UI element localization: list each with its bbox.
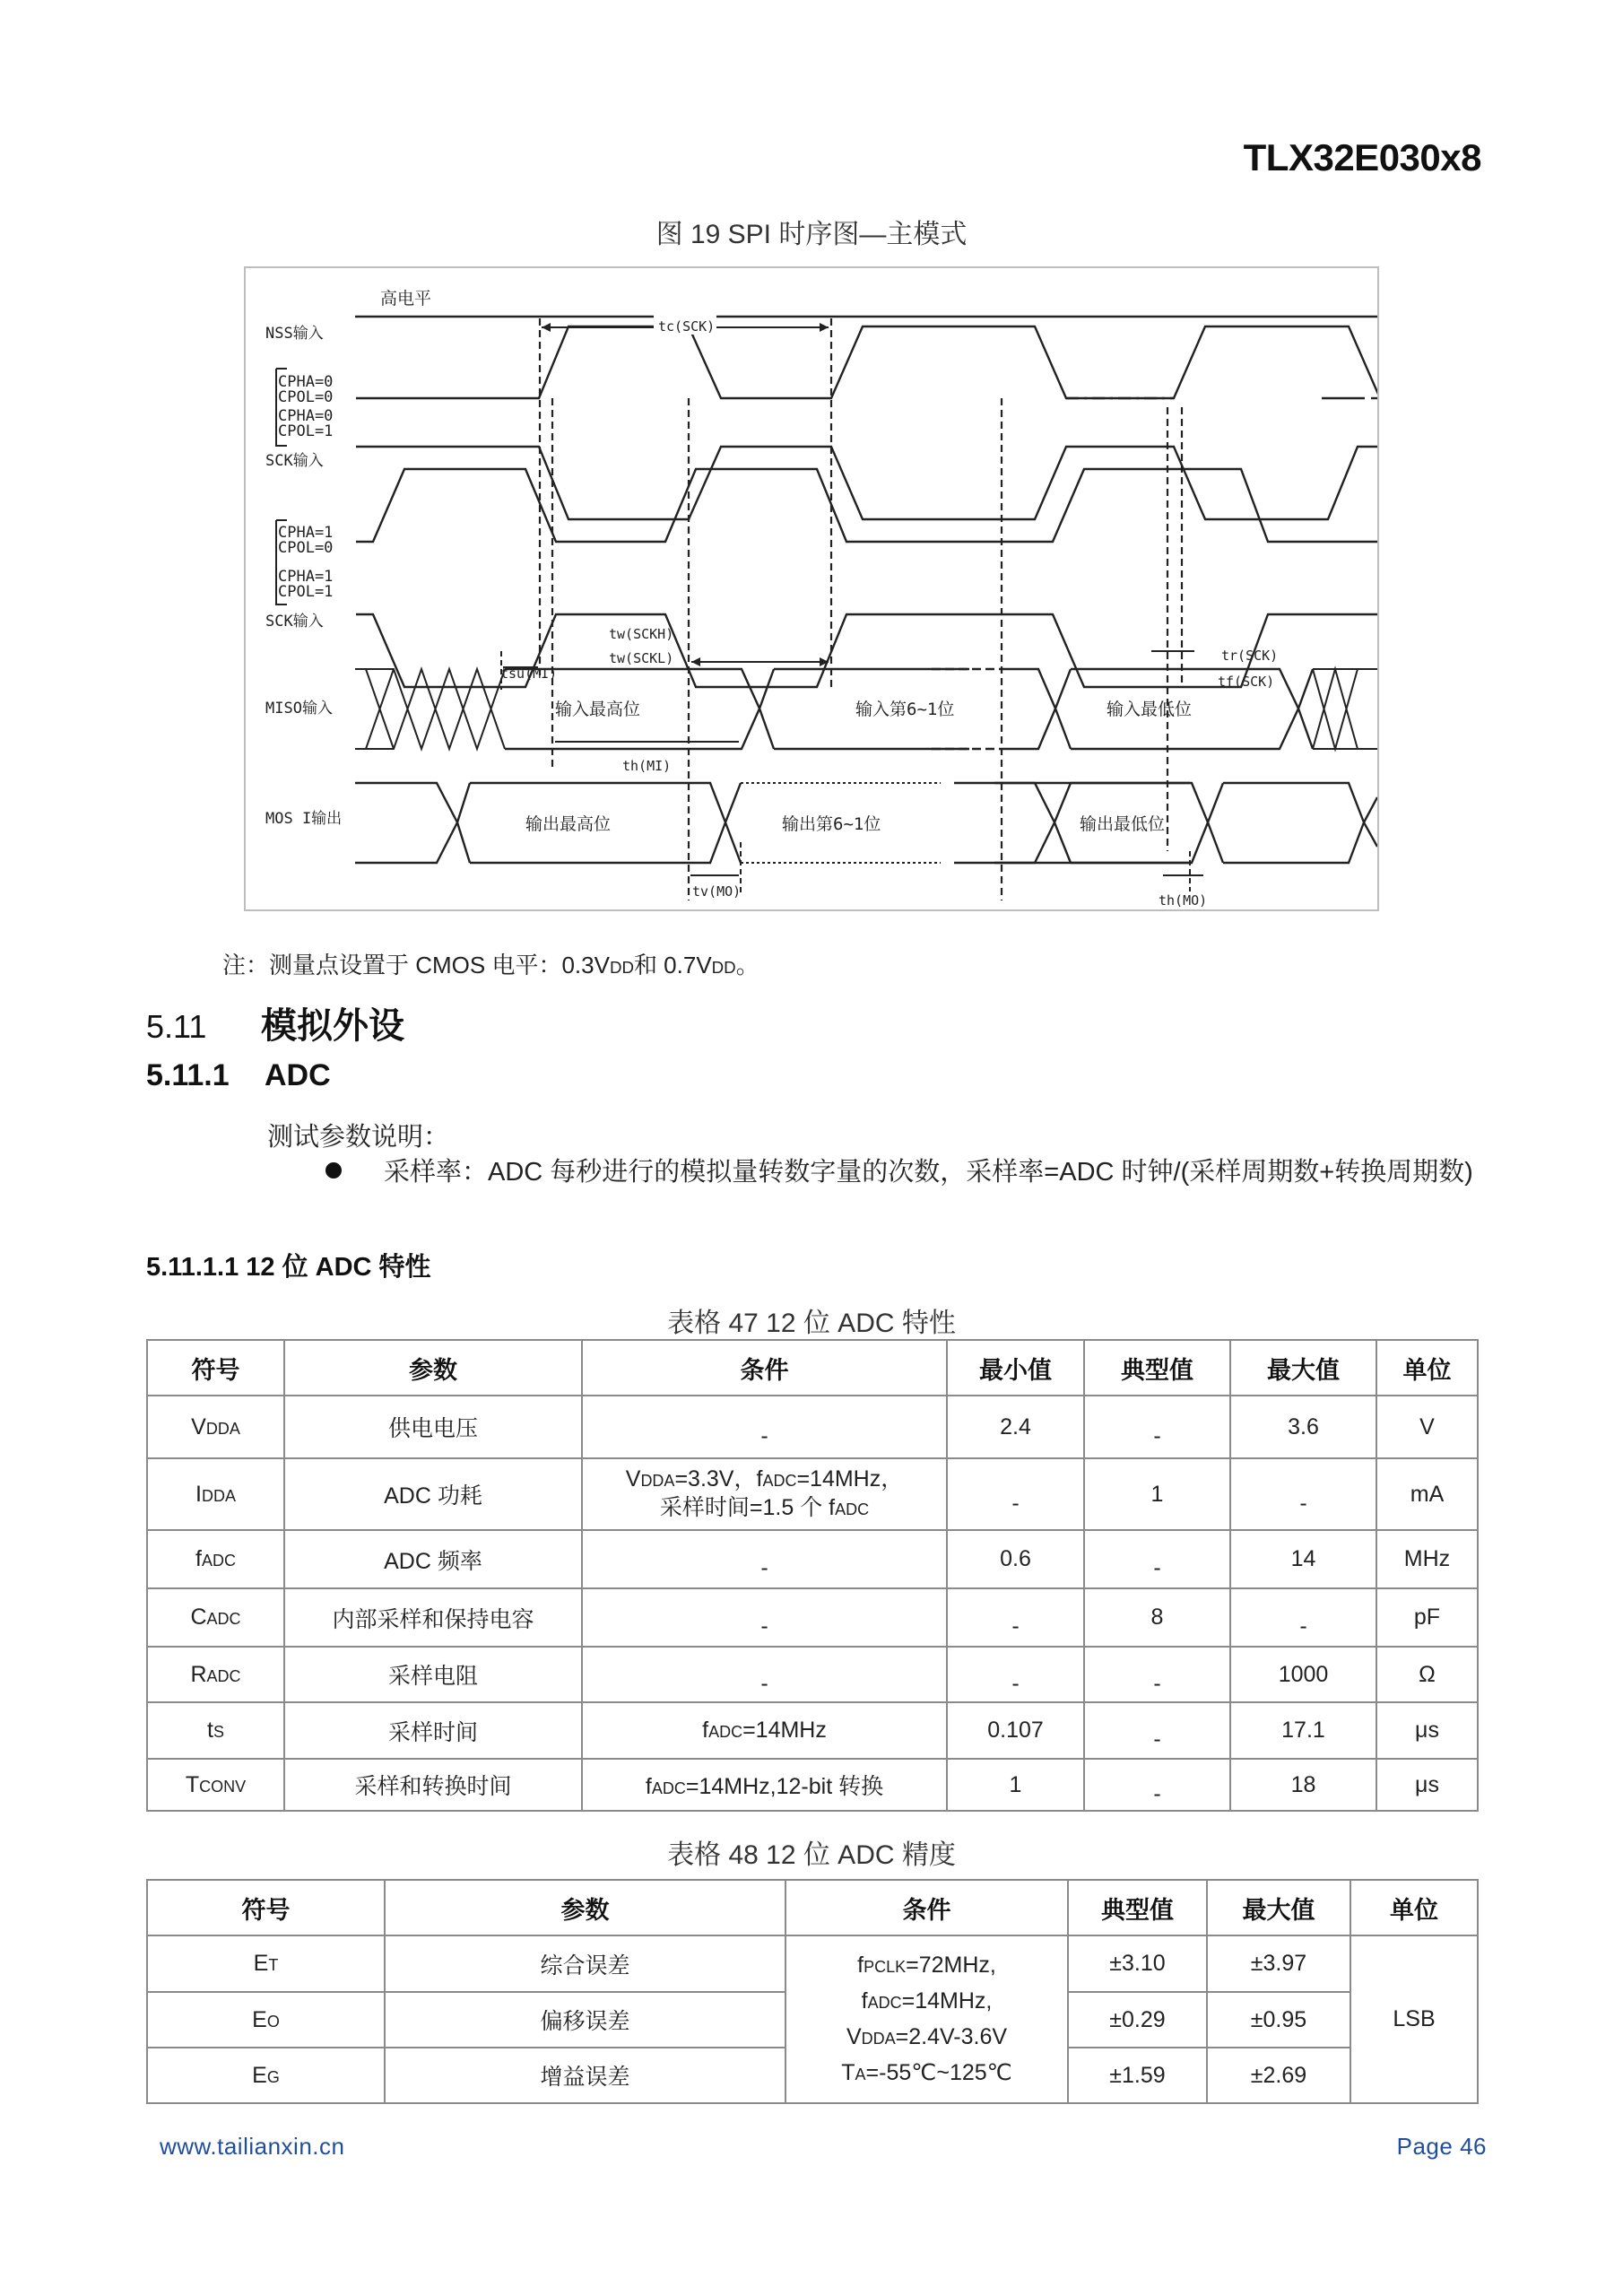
cell-text: -	[1153, 1780, 1161, 1806]
unit-cell: μs	[1376, 1702, 1478, 1759]
typ-cell	[1084, 1702, 1230, 1759]
cell-text: f	[702, 1718, 709, 1743]
symbol-cell	[147, 1588, 284, 1647]
table-header-row	[147, 1880, 1478, 1935]
max-cell: ±0.95	[1207, 1992, 1350, 2048]
cell-text: T	[841, 2059, 855, 2085]
header-typ: 典型值	[1068, 1880, 1207, 1935]
cpha1-cpol0-label-a: CPHA=1	[278, 524, 334, 542]
symbol-cell	[147, 1458, 284, 1530]
footer-page-number: Page 46	[1396, 2133, 1487, 2160]
cell-text: -	[1153, 1726, 1161, 1752]
cell-text: V	[191, 1413, 206, 1439]
header-parameter: 参数	[385, 1880, 785, 1935]
note-prefix: 注：测量点设置于 CMOS 电平：0.3V	[222, 952, 610, 978]
cell-text: =72MHz,	[906, 1952, 996, 1978]
cell-text: =14MHz,12-bit 转换	[685, 1774, 884, 1799]
typ-cell	[1084, 1759, 1230, 1811]
condition-cell	[582, 1647, 947, 1702]
header-max: 最大值	[1207, 1880, 1350, 1935]
min-cell: 2.4	[947, 1396, 1084, 1458]
cell-text: -	[760, 1422, 768, 1448]
th-mo-label: th(MO)	[1159, 892, 1208, 909]
symbol-cell	[147, 1992, 385, 2048]
sampling-rate-bullet: 采样率：ADC 每秒进行的模拟量转数字量的次数，采样率=ADC 时钟/(采样周期数+转换周期数)	[384, 1158, 1473, 1187]
sck-cpha0-cpol0-waveform	[356, 326, 1377, 398]
table-row	[147, 1396, 1478, 1458]
min-cell: 0.6	[947, 1530, 1084, 1588]
miso-lsb-label: 输入最低位	[1107, 700, 1193, 719]
note-sub-1: DD	[609, 958, 634, 977]
cell-text: =14MHz,	[901, 1987, 993, 2013]
tr-sck-label: tr(SCK)	[1221, 648, 1279, 664]
subscript-text: PCLK	[864, 1957, 907, 1976]
typ-cell	[1084, 1396, 1230, 1458]
cell-text: =3.3V，f	[674, 1466, 763, 1492]
symbol-cell	[147, 1702, 284, 1759]
cell-text: 采样时间=1.5 个 f	[659, 1495, 836, 1520]
header-unit: 单位	[1376, 1340, 1478, 1396]
parameter-cell: 采样电阻	[284, 1647, 582, 1702]
symbol-cell	[147, 2048, 385, 2103]
mosi-mid-label: 输出第6~1位	[782, 814, 881, 834]
cell-text: -	[1011, 1490, 1020, 1516]
header-max: 最大值	[1230, 1340, 1376, 1396]
min-cell: 0.107	[947, 1702, 1084, 1759]
cell-text: -	[1299, 1490, 1307, 1516]
cpha1-cpol0-label-b: CPOL=0	[278, 539, 334, 557]
header-min: 最小值	[947, 1340, 1084, 1396]
table-47-adc-characteristics	[146, 1339, 1479, 1812]
section-number: 5.11	[146, 1008, 207, 1045]
bullet-icon	[325, 1162, 342, 1178]
tc-sck-label: tc(SCK)	[658, 318, 716, 335]
condition-line	[790, 1948, 1063, 1984]
cell-text: V	[625, 1466, 641, 1492]
header-unit: 单位	[1350, 1880, 1478, 1935]
unit-cell: μs	[1376, 1759, 1478, 1811]
condition-line	[586, 1494, 942, 1523]
max-cell: ±3.97	[1207, 1935, 1350, 1992]
subscript-text: O	[266, 2012, 280, 2031]
cpha0-cpol1-label-a: CPHA=0	[278, 407, 334, 425]
sck-cpha1-cpol0-waveform	[356, 469, 1377, 542]
sck-label-1: SCK输入	[265, 452, 324, 470]
condition-cell	[785, 1935, 1068, 2103]
miso-undefined-start	[355, 669, 505, 749]
parameter-cell: ADC 频率	[284, 1530, 582, 1588]
cpha1-cpol1-label-a: CPHA=1	[278, 568, 334, 586]
min-cell	[947, 1588, 1084, 1647]
subscript-text: ADC	[708, 1723, 743, 1741]
table-header-row	[147, 1340, 1478, 1396]
parameter-cell: ADC 功耗	[284, 1458, 582, 1530]
cell-text: t	[207, 1718, 213, 1743]
section-title: 模拟外设	[261, 1006, 404, 1046]
min-cell: 1	[947, 1759, 1084, 1811]
cell-text: I	[195, 1481, 202, 1507]
min-cell	[947, 1647, 1084, 1702]
table-row	[147, 1935, 1478, 1992]
parameter-cell: 采样和转换时间	[284, 1759, 582, 1811]
cell-text: E	[253, 1951, 269, 1976]
parameter-cell: 增益误差	[385, 2048, 785, 2103]
mosi-msb-label: 输出最高位	[525, 814, 612, 834]
condition-cell	[582, 1530, 947, 1588]
symbol-cell	[147, 1396, 284, 1458]
cell-text: f	[861, 1987, 868, 2013]
cell-text: R	[190, 1661, 207, 1687]
cell-text: =14MHz，	[796, 1466, 904, 1492]
header-condition: 条件	[582, 1340, 947, 1396]
subscript-text: ADC	[835, 1500, 870, 1518]
note-mid: 和 0.7V	[633, 952, 712, 978]
parameter-cell: 综合误差	[385, 1935, 785, 1992]
note-suffix: 。	[735, 952, 759, 978]
condition-cell	[582, 1396, 947, 1458]
table-48-caption: 表格 48 12 位 ADC 精度	[667, 1840, 956, 1870]
cell-text: =14MHz	[742, 1718, 827, 1743]
cell-text: V	[846, 2023, 862, 2049]
unit-cell: MHz	[1376, 1530, 1478, 1588]
subscript-text: DDA	[861, 2029, 896, 2048]
symbol-cell	[147, 1935, 385, 1992]
subscript-text: DDA	[201, 1486, 236, 1505]
cell-text: f	[857, 1952, 864, 1978]
header-symbol: 符号	[147, 1880, 385, 1935]
mosi-waveform-end	[1364, 797, 1377, 847]
tw-sckh-label: tw(SCKH)	[609, 626, 674, 642]
typ-cell: ±1.59	[1068, 2048, 1207, 2103]
cell-text: -	[1011, 1670, 1020, 1696]
spi-timing-diagram	[244, 266, 1379, 911]
sck-label-2: SCK输入	[265, 613, 324, 631]
unit-cell: LSB	[1350, 1935, 1478, 2103]
cell-text: -	[760, 1670, 768, 1696]
condition-cell	[582, 1458, 947, 1530]
table-row	[147, 1759, 1478, 1811]
symbol-cell	[147, 1759, 284, 1811]
condition-cell	[582, 1702, 947, 1759]
max-cell: 1000	[1230, 1647, 1376, 1702]
typ-cell: 8	[1084, 1588, 1230, 1647]
table-row	[147, 1458, 1478, 1530]
subsection-title: ADC	[265, 1058, 331, 1092]
cpha0-cpol0-label-b: CPOL=0	[278, 388, 334, 406]
section-heading-5-11	[146, 997, 404, 1048]
cell-text: -	[1011, 1613, 1020, 1639]
cell-text: -	[1153, 1422, 1161, 1448]
cpha0-cpol1-label-b: CPOL=1	[278, 422, 334, 440]
subscript-text: ADC	[201, 1552, 236, 1570]
test-param-intro: 测试参数说明：	[267, 1123, 450, 1152]
cell-text: f	[195, 1546, 202, 1571]
miso-undefined-end	[1313, 669, 1377, 749]
mosi-lsb-label: 输出最低位	[1080, 814, 1166, 834]
cpha0-cpol0-label-a: CPHA=0	[278, 373, 334, 391]
cell-text: E	[252, 2062, 267, 2088]
unit-cell: mA	[1376, 1458, 1478, 1530]
max-cell: 3.6	[1230, 1396, 1376, 1458]
tsu-mi-label: tsu(MI)	[500, 665, 558, 682]
symbol-cell	[147, 1647, 284, 1702]
cpha1-cpol1-label-b: CPOL=1	[278, 583, 334, 601]
table-48-adc-accuracy	[146, 1879, 1479, 2104]
cell-text: -	[1153, 1555, 1161, 1580]
tw-sckl-label: tw(SCKL)	[609, 650, 674, 666]
mosi-label: MOS I输出	[265, 810, 343, 828]
subscript-text: ADC	[206, 1610, 241, 1628]
header-parameter: 参数	[284, 1340, 582, 1396]
table-row	[147, 1702, 1478, 1759]
typ-cell	[1084, 1647, 1230, 1702]
miso-label: MISO输入	[265, 700, 333, 718]
table-row	[147, 1588, 1478, 1647]
parameter-cell: 供电电压	[284, 1396, 582, 1458]
note-sub-2: DD	[711, 958, 736, 977]
miso-msb-label: 输入最高位	[555, 700, 641, 719]
table-row	[147, 1647, 1478, 1702]
condition-line	[586, 1465, 942, 1494]
typ-cell: ±0.29	[1068, 1992, 1207, 2048]
condition-line	[790, 2056, 1063, 2092]
max-cell: 18	[1230, 1759, 1376, 1811]
subscript-text: ADC	[867, 1993, 902, 2012]
document-title: TLX32E030x8	[1243, 136, 1481, 178]
th-mi-label: th(MI)	[622, 758, 672, 774]
typ-cell	[1084, 1530, 1230, 1588]
cell-text: =-55℃~125℃	[865, 2059, 1012, 2085]
sck-cpha0-cpol1-waveform	[356, 447, 1377, 519]
header-condition: 条件	[785, 1880, 1068, 1935]
nss-label: NSS输入	[265, 325, 324, 343]
table-row	[147, 1530, 1478, 1588]
cell-text: f	[645, 1774, 652, 1799]
section-heading-5-11-1	[146, 1058, 331, 1093]
subscript-text: DDA	[205, 1419, 240, 1438]
section-heading-5-11-1-1: 5.11.1.1 12 位 ADC 特性	[146, 1253, 431, 1282]
cell-text: -	[760, 1555, 768, 1580]
condition-line	[790, 2020, 1063, 2056]
condition-cell	[582, 1588, 947, 1647]
condition-cell	[582, 1759, 947, 1811]
table-47-caption: 表格 47 12 位 ADC 特性	[667, 1309, 956, 1338]
unit-cell: Ω	[1376, 1647, 1478, 1702]
symbol-cell	[147, 1530, 284, 1588]
measurement-note	[222, 947, 759, 980]
header-symbol: 符号	[147, 1340, 284, 1396]
max-cell: 14	[1230, 1530, 1376, 1588]
timing-diagram-svg	[246, 268, 1377, 909]
unit-cell: pF	[1376, 1588, 1478, 1647]
parameter-cell: 采样时间	[284, 1702, 582, 1759]
footer-website-link[interactable]: www.tailianxin.cn	[160, 2133, 345, 2160]
subscript-text: ADC	[762, 1472, 797, 1490]
subscript-text: CONV	[199, 1777, 247, 1796]
tv-mo-label: tv(MO)	[692, 883, 742, 900]
header-typ: 典型值	[1084, 1340, 1230, 1396]
subscript-text: ADC	[651, 1779, 686, 1797]
parameter-cell: 内部采样和保持电容	[284, 1588, 582, 1647]
max-cell	[1230, 1588, 1376, 1647]
cell-text: E	[252, 2006, 267, 2032]
cell-text: -	[1299, 1613, 1307, 1639]
subscript-text: ADC	[206, 1666, 241, 1685]
max-cell: 17.1	[1230, 1702, 1376, 1759]
subscript-text: T	[268, 1956, 279, 1974]
cell-text: =2.4V-3.6V	[895, 2023, 1008, 2049]
subscript-text: S	[213, 1723, 224, 1741]
subscript-text: A	[855, 2065, 866, 2083]
figure-caption: 图 19 SPI 时序图—主模式	[655, 220, 968, 249]
max-cell: ±2.69	[1207, 2048, 1350, 2103]
subsection-number: 5.11.1	[146, 1058, 230, 1092]
parameter-cell: 偏移误差	[385, 1992, 785, 2048]
unit-cell: V	[1376, 1396, 1478, 1458]
typ-cell: ±3.10	[1068, 1935, 1207, 1992]
cell-text: -	[760, 1613, 768, 1639]
typ-cell: 1	[1084, 1458, 1230, 1530]
subscript-text: G	[266, 2067, 280, 2086]
condition-line	[790, 1984, 1063, 2020]
tf-sck-label: tf(SCK)	[1218, 674, 1275, 690]
min-cell	[947, 1458, 1084, 1530]
cell-text: -	[1153, 1670, 1161, 1696]
max-cell	[1230, 1458, 1376, 1530]
cell-text: T	[185, 1771, 200, 1797]
cell-text: C	[190, 1605, 207, 1630]
high-level-label: 高电平	[380, 289, 432, 309]
miso-mid-label: 输入第6~1位	[855, 700, 955, 719]
subscript-text: DDA	[640, 1472, 675, 1490]
